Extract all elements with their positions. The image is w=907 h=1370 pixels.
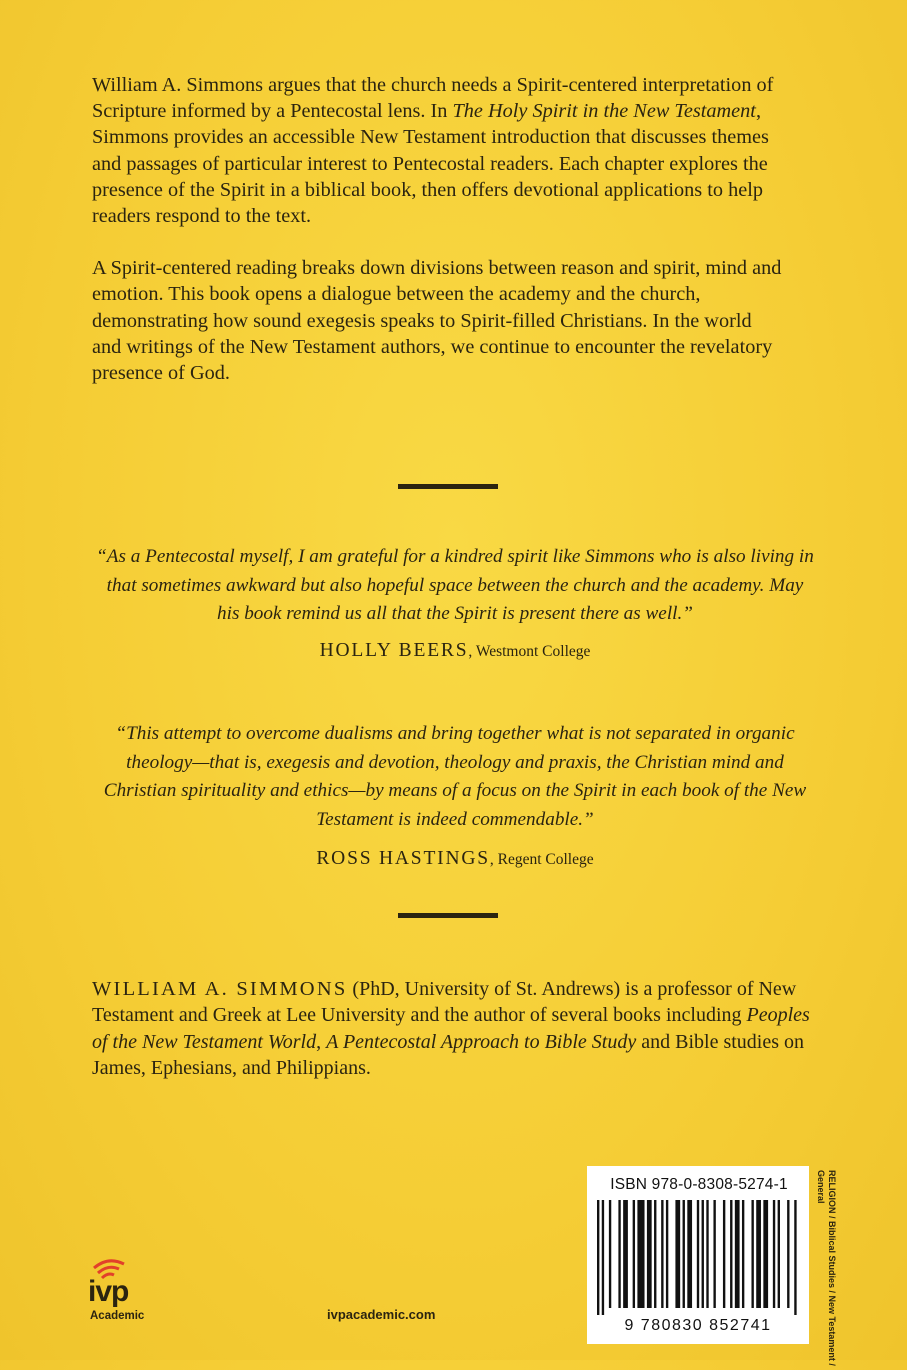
- publisher-logo: ivp: [88, 1275, 129, 1308]
- barcode-bar: [623, 1200, 628, 1308]
- barcode-bars: [597, 1200, 799, 1315]
- divider-rule: [398, 913, 498, 918]
- endorsement-attribution: [95, 848, 815, 870]
- barcode-bar: [633, 1200, 635, 1308]
- endorser-name: ROSS HASTINGS: [316, 848, 490, 869]
- barcode-bar: [618, 1200, 620, 1308]
- barcode-bar: [730, 1200, 732, 1308]
- barcode-bar: [647, 1200, 652, 1308]
- barcode-bar: [794, 1200, 796, 1315]
- endorser-affiliation: , Regent College: [489, 851, 594, 868]
- isbn-barcode: [587, 1166, 809, 1344]
- barcode-bar: [723, 1200, 725, 1308]
- endorsement-quote: “This attempt to overcome dualisms and bring together what is not separated in organic theology—that is, exegesis and devotion, theology and praxis, the Christian mind and Christian spirituality and ethics—by means of a focus on the Spirit in each book of the New Testament is indeed commendable.”: [103, 723, 807, 830]
- barcode-bar: [661, 1200, 663, 1308]
- barcode-bar: [597, 1200, 599, 1315]
- blurb-text: , Simmons provides an accessible New Testament introduction that discusses themes and passages of particular interest to Pentecostal readers. Each chapter explores the presence of the Spirit in a biblical book, then offers devotional applications to help readers respond to the text.: [92, 100, 769, 228]
- endorsement-quote: “As a Pentecostal myself, I am grateful for a kindred spirit like Simmons who is also living in that sometimes awkward but also hopeful space between the church and the academy. May his book remind us all that the Spirit is present there as well.”: [96, 546, 814, 624]
- barcode-bar: [742, 1200, 744, 1308]
- blurb-paragraph-1: [92, 72, 782, 229]
- blurb-paragraph-2: A Spirit-centered reading breaks down divisions between reason and spirit, mind and emotion. This book opens a dialogue between the academy and the church, demonstrating how sound exegesis speaks to Spirit-filled Christians. In the world and writings of the New Testament authors, we continue to encounter the revelatory presence of God.: [92, 257, 782, 385]
- barcode-bar: [787, 1200, 789, 1308]
- barcode-digits: 9 780830 852741: [624, 1317, 772, 1334]
- barcode-bar: [756, 1200, 761, 1308]
- barcode-bar: [666, 1200, 668, 1308]
- author-name: WILLIAM A. SIMMONS: [92, 978, 348, 1000]
- barcode-bar: [683, 1200, 685, 1308]
- endorser-affiliation: , Westmont College: [468, 643, 591, 660]
- barcode-bar: [763, 1200, 768, 1308]
- barcode-bar: [609, 1200, 611, 1308]
- barcode-bar: [773, 1200, 775, 1308]
- bio-text: (PhD, University of St. Andrews) is a professor of New Testament and Greek at Lee University and the author of several books including: [92, 978, 797, 1027]
- publisher-logo-sub: Academic: [90, 1310, 145, 1322]
- book-title: The Holy Spirit in the New Testament: [452, 100, 756, 123]
- blurb-text: William A. Simmons argues that the church needs a Spirit-centered interpretation of Scripture informed by a Pentecostal lens. In: [92, 74, 774, 123]
- bio-text: and Bible studies on James, Ephesians, and Philippians.: [92, 1030, 804, 1079]
- barcode-bar: [687, 1200, 692, 1308]
- separator: ,: [316, 1030, 327, 1053]
- divider-rule: [398, 484, 498, 489]
- barcode-bar: [637, 1200, 644, 1308]
- barcode-bar: [675, 1200, 680, 1308]
- author-bio: [92, 976, 812, 1081]
- endorser-name: HOLLY BEERS: [319, 640, 469, 661]
- book-title: Peoples of the New Testament World: [92, 1004, 810, 1053]
- barcode-bar: [697, 1200, 699, 1308]
- barcode-bar: [735, 1200, 740, 1308]
- endorsement-attribution: [95, 640, 815, 662]
- isbn-label: ISBN 978-0-8308-5274-1: [610, 1176, 788, 1193]
- description-blurb: [92, 72, 782, 412]
- barcode-bar: [713, 1200, 715, 1308]
- publisher-website: ivpacademic.com: [327, 1307, 436, 1322]
- barcode-bar: [654, 1200, 656, 1308]
- barcode-bar: [778, 1200, 780, 1308]
- barcode-bar: [702, 1200, 704, 1308]
- barcode-bar: [751, 1200, 753, 1308]
- book-title: A Pentecostal Approach to Bible Study: [326, 1030, 637, 1053]
- barcode-bar: [706, 1200, 708, 1308]
- category-label: RELIGION / Biblical Studies / New Testament / General: [816, 1170, 837, 1366]
- barcode-bar: [602, 1200, 604, 1315]
